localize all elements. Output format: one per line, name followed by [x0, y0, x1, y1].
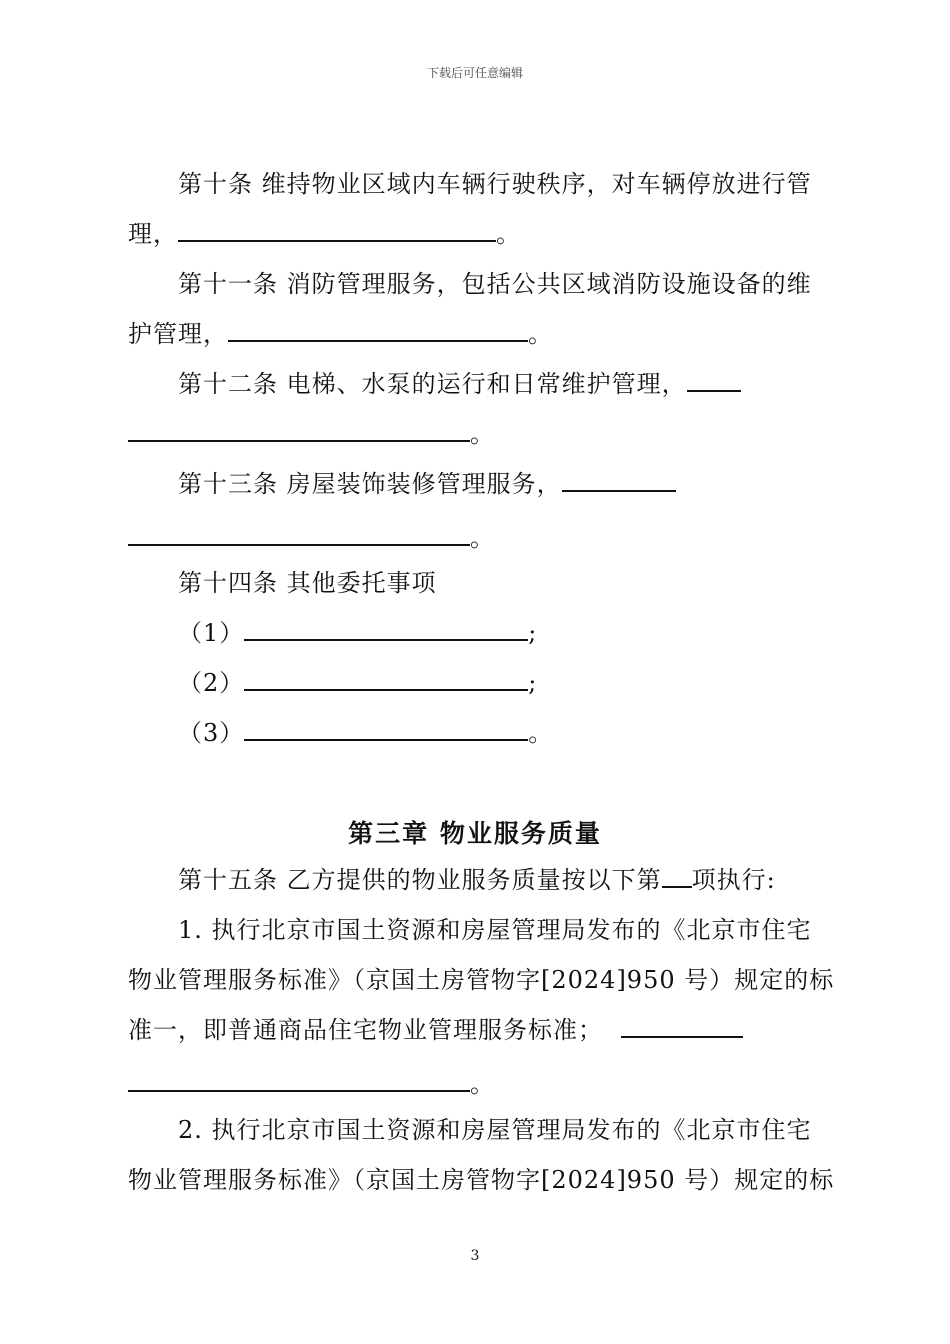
article-14-item-1: [178, 617, 537, 649]
article-14-item-3: [178, 717, 553, 749]
article-11-line-1: 第十一条 消防管理服务，包括公共区域消防设施设备的维: [178, 270, 812, 298]
article-12-text: 第十二条 电梯、水泵的运行和日常维护管理，: [178, 370, 687, 398]
article-11-blank[interactable]: [228, 318, 528, 342]
article-12-end: 。: [470, 420, 495, 448]
article-12-line-1: [178, 368, 741, 400]
standard-1-blank-1[interactable]: [621, 1014, 743, 1038]
item-1-line-3: [128, 1014, 743, 1046]
article-10-blank[interactable]: [178, 218, 496, 242]
item-1-line-1: 1. 执行北京市国土资源和房屋管理局发布的《北京市住宅: [178, 916, 812, 944]
page-number: 3: [470, 1248, 480, 1264]
item-3-end: 。: [528, 719, 554, 747]
item-1-blank[interactable]: [244, 617, 528, 641]
article-11-text: 护管理，: [128, 320, 228, 348]
item-2-line-2: 物业管理服务标准》（京国土房管物字[2024]950 号）规定的标: [128, 1166, 835, 1194]
article-10-end: 。: [496, 220, 521, 248]
article-15-text-a: 第十五条 乙方提供的物业服务质量按以下第: [178, 866, 662, 894]
item-1-line-4: [128, 1068, 495, 1100]
item-1-label: （1）: [178, 619, 245, 647]
article-15-line-1: [178, 864, 776, 896]
article-13-line-2: [128, 522, 495, 554]
article-14-title: 第十四条 其他委托事项: [178, 569, 437, 597]
article-13-text: 第十三条 房屋装饰装修管理服务，: [178, 470, 562, 498]
page-header: 下载后可任意编辑: [426, 66, 523, 80]
item-2-end: ;: [528, 669, 538, 697]
article-13-line-1: [178, 468, 676, 500]
article-12-line-2: [128, 418, 495, 450]
article-14-item-2: [178, 667, 537, 699]
item-2-blank[interactable]: [244, 667, 528, 691]
item-3-blank[interactable]: [244, 717, 528, 741]
article-13-blank-1[interactable]: [562, 468, 676, 492]
article-11-end: 。: [528, 320, 553, 348]
standard-1-blank-2[interactable]: [128, 1068, 470, 1092]
article-15-text-b: 项执行:: [691, 866, 776, 894]
item-1-line-2: 物业管理服务标准》（京国土房管物字[2024]950 号）规定的标: [128, 966, 835, 994]
chapter-heading: 第三章 物业服务质量: [348, 819, 602, 848]
article-12-blank-1[interactable]: [687, 368, 741, 392]
article-11-line-2: [128, 318, 553, 350]
article-15-blank[interactable]: [662, 864, 692, 888]
article-10-line-1: 第十条 维持物业区域内车辆行驶秩序，对车辆停放进行管: [178, 170, 812, 198]
article-13-end: 。: [470, 524, 495, 552]
item-3-label: （3）: [178, 719, 245, 747]
item-1-end: ;: [528, 619, 538, 647]
item-2-label: （2）: [178, 669, 245, 697]
article-10-line-2: [128, 218, 521, 250]
article-13-blank-2[interactable]: [128, 522, 470, 546]
article-10-text: 理，: [128, 220, 178, 248]
item-1-end: 。: [470, 1070, 495, 1098]
article-12-blank-2[interactable]: [128, 418, 470, 442]
item-1-text: 准一，即普通商品住宅物业管理服务标准；: [128, 1016, 603, 1044]
item-2-line-1: 2. 执行北京市国土资源和房屋管理局发布的《北京市住宅: [178, 1116, 812, 1144]
